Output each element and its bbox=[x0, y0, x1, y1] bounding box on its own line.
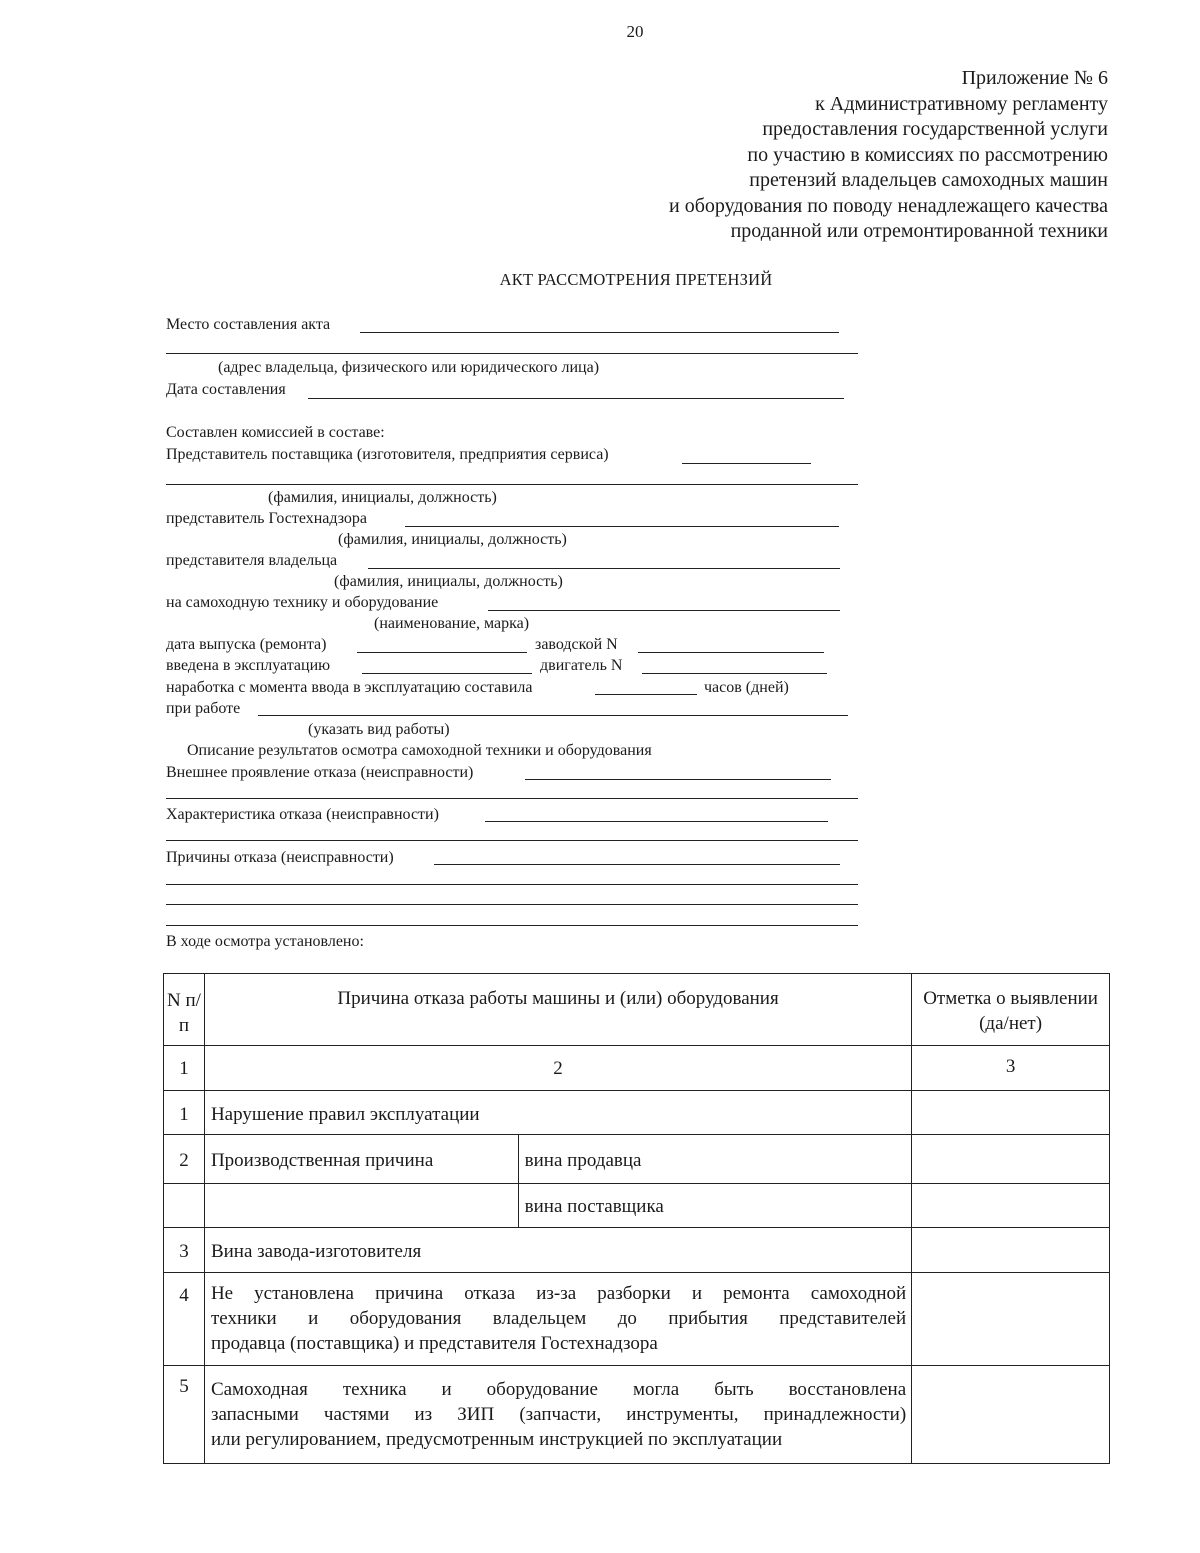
established-label: В ходе осмотра установлено: bbox=[166, 933, 364, 950]
table-row bbox=[164, 1273, 1110, 1366]
appendix-line: предоставления государственной услуги bbox=[762, 118, 1108, 140]
place-input-line-2[interactable] bbox=[166, 353, 858, 354]
appendix-line: Приложение № 6 bbox=[961, 67, 1108, 89]
work-input-line[interactable] bbox=[258, 715, 848, 716]
external-input-line-2[interactable] bbox=[166, 798, 858, 799]
table-numbering-row bbox=[164, 1046, 1110, 1091]
supplier-input-line-2[interactable] bbox=[166, 484, 858, 485]
row-number: 3 bbox=[164, 1228, 205, 1273]
row-cause-line: техники и оборудования владельцем до прибытия представителей bbox=[210, 1308, 907, 1329]
appendix-line: к Административному регламенту bbox=[815, 92, 1108, 115]
owner-input-line[interactable] bbox=[368, 568, 840, 569]
row-cause bbox=[204, 1273, 911, 1366]
hours-unit: часов (дней) bbox=[704, 679, 789, 696]
machine-label: на самоходную технику и оборудование bbox=[166, 594, 439, 611]
commission-label: Составлен комиссией в составе: bbox=[166, 424, 385, 441]
numbering-cell: 3 bbox=[912, 1046, 1110, 1091]
page-number: 20 bbox=[626, 22, 644, 41]
header-cause bbox=[204, 974, 911, 1046]
row-subcause: вина продавца bbox=[518, 1135, 911, 1184]
commission-date-input-line[interactable] bbox=[362, 673, 532, 674]
fio-hint: (фамилия, инициалы, должность) bbox=[334, 573, 563, 590]
row-mark-cell[interactable] bbox=[912, 1228, 1110, 1273]
appendix-header bbox=[669, 66, 1108, 245]
header-mark-text: Отметка о выявлении (да/нет) bbox=[923, 988, 1098, 1034]
work-hint: (указать вид работы) bbox=[308, 721, 450, 738]
hours-input-line[interactable] bbox=[595, 694, 697, 695]
header-mark bbox=[912, 974, 1110, 1046]
causes-input-line-2[interactable] bbox=[166, 884, 858, 885]
numbering-cell: 2 bbox=[204, 1046, 911, 1091]
place-input-line[interactable] bbox=[360, 332, 839, 333]
numbering-cell: 1 bbox=[164, 1046, 205, 1091]
row-mark-cell[interactable] bbox=[912, 1091, 1110, 1135]
row-cause bbox=[204, 1366, 911, 1464]
appendix-line: претензий владельцев самоходных машин bbox=[749, 169, 1108, 191]
appendix-line: проданной или отремонтированной техники bbox=[730, 220, 1108, 242]
gtn-input-line[interactable] bbox=[405, 526, 839, 527]
row-mark-cell[interactable] bbox=[912, 1366, 1110, 1464]
table-header-row bbox=[164, 974, 1110, 1046]
inspection-heading: Описание результатов осмотра самоходной техники и оборудования bbox=[187, 742, 652, 759]
row-mark-cell[interactable] bbox=[912, 1135, 1110, 1184]
name-hint: (наименование, марка) bbox=[374, 615, 530, 632]
appendix-line: по участию в комиссиях по рассмотрению bbox=[747, 143, 1108, 166]
causes-input-line-3[interactable] bbox=[166, 904, 858, 905]
supplier-input-line[interactable] bbox=[682, 463, 811, 464]
header-n bbox=[164, 974, 205, 1046]
appendix-line: и оборудования по поводу ненадлежащего качества bbox=[669, 194, 1108, 217]
causes-input-line[interactable] bbox=[434, 864, 840, 865]
supplier-label: Представитель поставщика (изготовителя, предприятия сервиса) bbox=[166, 446, 609, 463]
row-cause: Нарушение правил эксплуатации bbox=[204, 1091, 911, 1135]
address-hint: (адрес владельца, физического или юридического лица) bbox=[218, 359, 600, 376]
date-input-line[interactable] bbox=[308, 398, 844, 399]
row-cause-line: запасными частями из ЗИП (запчасти, инструменты, принадлежности) bbox=[210, 1404, 907, 1425]
engine-no-label: двигатель N bbox=[540, 657, 623, 674]
document-title: АКТ РАССМОТРЕНИЯ ПРЕТЕНЗИЙ bbox=[499, 270, 773, 289]
gtn-label: представитель Гостехнадзора bbox=[166, 510, 368, 527]
row-number: 2 bbox=[164, 1135, 205, 1184]
table-row bbox=[164, 1091, 1110, 1135]
table-row bbox=[164, 1135, 1110, 1184]
fio-hint: (фамилия, инициалы, должность) bbox=[338, 531, 567, 548]
work-label: при работе bbox=[166, 700, 241, 717]
causes-table bbox=[163, 973, 1110, 1464]
table-row bbox=[164, 1366, 1110, 1464]
characteristic-input-line[interactable] bbox=[485, 821, 828, 822]
date-label: Дата составления bbox=[166, 381, 286, 398]
row-cause: Вина завода-изготовителя bbox=[204, 1228, 911, 1273]
release-label: дата выпуска (ремонта) bbox=[166, 636, 327, 653]
factory-no-label: заводской N bbox=[535, 636, 618, 653]
header-cause-text: Причина отказа работы машины и (или) оборудования bbox=[337, 988, 779, 1009]
release-input-line[interactable] bbox=[357, 652, 527, 653]
external-input-line[interactable] bbox=[525, 779, 831, 780]
fio-hint: (фамилия, инициалы, должность) bbox=[268, 489, 497, 506]
hours-label: наработка с момента ввода в эксплуатацию составила bbox=[166, 679, 533, 696]
engine-no-input-line[interactable] bbox=[642, 673, 827, 674]
row-number-empty bbox=[164, 1184, 205, 1228]
row-cause-empty bbox=[204, 1184, 518, 1228]
table-row bbox=[164, 1184, 1110, 1228]
row-mark-cell[interactable] bbox=[912, 1184, 1110, 1228]
place-label: Место составления акта bbox=[166, 316, 331, 333]
row-cause-line: Не установлена причина отказа из-за разборки и ремонта самоходной bbox=[210, 1283, 907, 1304]
header-n-text: N п/п bbox=[167, 990, 201, 1036]
row-number: 1 bbox=[164, 1091, 205, 1135]
characteristic-label: Характеристика отказа (неисправности) bbox=[166, 806, 439, 823]
row-cause: Производственная причина bbox=[204, 1135, 518, 1184]
row-cause-line: или регулированием, предусмотренным инструкцией по эксплуатации bbox=[210, 1429, 783, 1450]
characteristic-input-line-2[interactable] bbox=[166, 840, 858, 841]
row-cause-line: продавца (поставщика) и представителя Гостехнадзора bbox=[210, 1333, 658, 1354]
machine-input-line[interactable] bbox=[488, 610, 840, 611]
row-number: 4 bbox=[164, 1273, 205, 1366]
commission-date-label: введена в эксплуатацию bbox=[166, 657, 331, 674]
row-subcause: вина поставщика bbox=[518, 1184, 911, 1228]
row-cause-line: Самоходная техника и оборудование могла быть восстановлена bbox=[210, 1379, 907, 1400]
table-row bbox=[164, 1228, 1110, 1273]
causes-label: Причины отказа (неисправности) bbox=[166, 849, 394, 866]
row-mark-cell[interactable] bbox=[912, 1273, 1110, 1366]
causes-input-line-4[interactable] bbox=[166, 925, 858, 926]
factory-no-input-line[interactable] bbox=[638, 652, 824, 653]
owner-label: представителя владельца bbox=[166, 552, 338, 569]
external-label: Внешнее проявление отказа (неисправности) bbox=[166, 764, 474, 781]
row-number: 5 bbox=[164, 1366, 205, 1464]
